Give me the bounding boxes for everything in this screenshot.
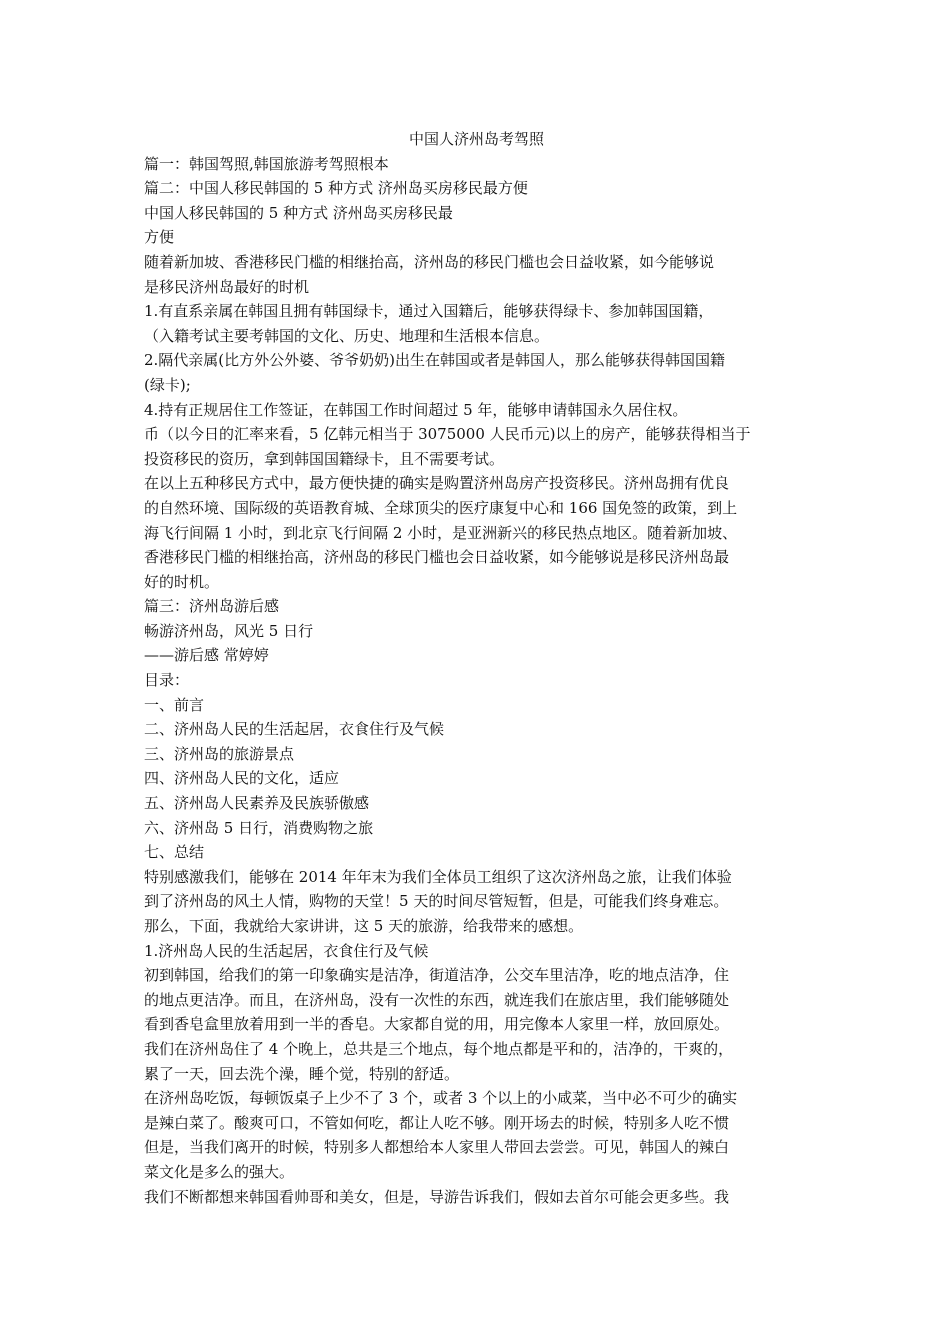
text-line: 随着新加坡、香港移民门槛的相继抬高，济州岛的移民门槛也会日益收紧，如今能够说 <box>144 252 715 271</box>
text-line: 菜文化是多么的强大。 <box>144 1162 295 1181</box>
text-line: 二、济州岛人民的生活起居，衣食住行及气候 <box>144 720 445 739</box>
text-line: 币（以今日的汇率来看，5 亿韩元相当于 3075000 人民币元)以上的房产，能够获得相当于 <box>144 425 751 444</box>
text-line: (绿卡); <box>144 375 191 394</box>
text-line: 的地点更洁净。而且，在济州岛，没有一次性的东西，就连我们在旅店里，我们能够随处 <box>144 990 730 1009</box>
text-line: 七、总结 <box>144 843 205 862</box>
text-line: 特别感激我们，能够在 2014 年年末为我们全体员工组织了这次济州岛之旅，让我们体验 <box>144 867 732 886</box>
text-line: 的自然环境、国际级的英语教育城、全球顶尖的医疗康复中心和 166 国免签的政策，到上 <box>144 498 738 517</box>
text-line: 篇二：中国人移民韩国的 5 种方式 济州岛买房移民最方便 <box>144 179 528 198</box>
text-line: 五、济州岛人民素养及民族骄傲感 <box>144 794 370 813</box>
text-line: 一、前言 <box>144 695 205 714</box>
text-line: （入籍考试主要考韩国的文化、历史、地理和生活根本信息。 <box>144 326 550 345</box>
document-text <box>144 152 809 1210</box>
text-line: 到了济州岛的风土人情，购物的天堂！5 天的时间尽管短暂，但是，可能我们终身难忘。 <box>144 892 729 911</box>
text-line: 那么，下面，我就给大家讲讲，这 5 天的旅游，给我带来的感想。 <box>144 917 584 935</box>
text-line: 香港移民门槛的相继抬高，济州岛的移民门槛也会日益收紧，如今能够说是移民济州岛最 <box>144 548 730 567</box>
text-line: 六、济州岛 5 日行，消费购物之旅 <box>144 818 374 837</box>
text-line: 4.持有正规居住工作签证，在韩国工作时间超过 5 年，能够申请韩国永久居住权。 <box>144 400 688 419</box>
text-line: 篇三：济州岛游后感 <box>144 597 280 616</box>
text-line: 累了一天，回去洗个澡，睡个觉，特别的舒适。 <box>144 1064 460 1083</box>
text-line: 目录： <box>144 671 190 690</box>
document-title: 中国人济州岛考驾照 <box>408 130 544 148</box>
text-line: 初到韩国，给我们的第一印象确实是洁净，街道洁净，公交车里洁净，吃的地点洁净，住 <box>144 966 730 985</box>
text-line: 篇一：韩国驾照,韩国旅游考驾照根本 <box>144 154 389 173</box>
text-line: 在济州岛吃饭，每顿饭桌子上少不了 3 个，或者 3 个以上的小咸菜，当中必不可少的确实 <box>144 1089 738 1108</box>
text-line: 中国人移民韩国的 5 种方式 济州岛买房移民最 <box>144 203 453 222</box>
text-line: 2.隔代亲属(比方外公外婆、爷爷奶奶)出生在韩国或者是韩国人，那么能够获得韩国国籍 <box>144 351 726 370</box>
text-line: 投资移民的资历，拿到韩国国籍绿卡，且不需要考试。 <box>144 449 505 468</box>
text-line: 四、济州岛人民的文化，适应 <box>144 769 340 788</box>
text-line: 1.有直系亲属在韩国且拥有韩国绿卡，通过入国籍后，能够获得绿卡、参加韩国国籍， <box>144 302 714 321</box>
text-line: 我们不断都想来韩国看帅哥和美女，但是，导游告诉我们，假如去首尔可能会更多些。我 <box>144 1187 730 1206</box>
text-line: 是辣白菜了。酸爽可口，不管如何吃，都让人吃不够。刚开场去的时候，特别多人吃不惯 <box>144 1113 730 1132</box>
text-line: 海飞行间隔 1 小时，到北京飞行间隔 2 小时，是亚洲新兴的移民热点地区。随着新加坡、 <box>144 523 738 542</box>
text-line: 在以上五种移民方式中，最方便快捷的确实是购置济州岛房产投资移民。济州岛拥有优良 <box>144 474 730 493</box>
text-line: 1.济州岛人民的生活起居，衣食住行及气候 <box>144 941 429 960</box>
text-line: 方便 <box>144 228 175 247</box>
text-line: 看到香皂盒里放着用到一半的香皂。大家都自觉的用，用完像本人家里一样，放回原处。 <box>144 1015 730 1034</box>
text-line: 是移民济州岛最好的时机 <box>144 277 310 296</box>
text-line: 但是，当我们离开的时候，特别多人都想给本人家里人带回去尝尝。可见，韩国人的辣白 <box>144 1138 730 1157</box>
text-line: 我们在济州岛住了 4 个晚上，总共是三个地点，每个地点都是平和的，洁净的，干爽的， <box>144 1039 734 1058</box>
document-body <box>144 127 809 1209</box>
text-line: ——游后感 常婷婷 <box>144 646 269 665</box>
text-line: 畅游济州岛，风光 5 日行 <box>144 621 314 640</box>
text-line: 三、济州岛的旅游景点 <box>144 744 295 763</box>
text-line: 好的时机。 <box>144 572 220 591</box>
